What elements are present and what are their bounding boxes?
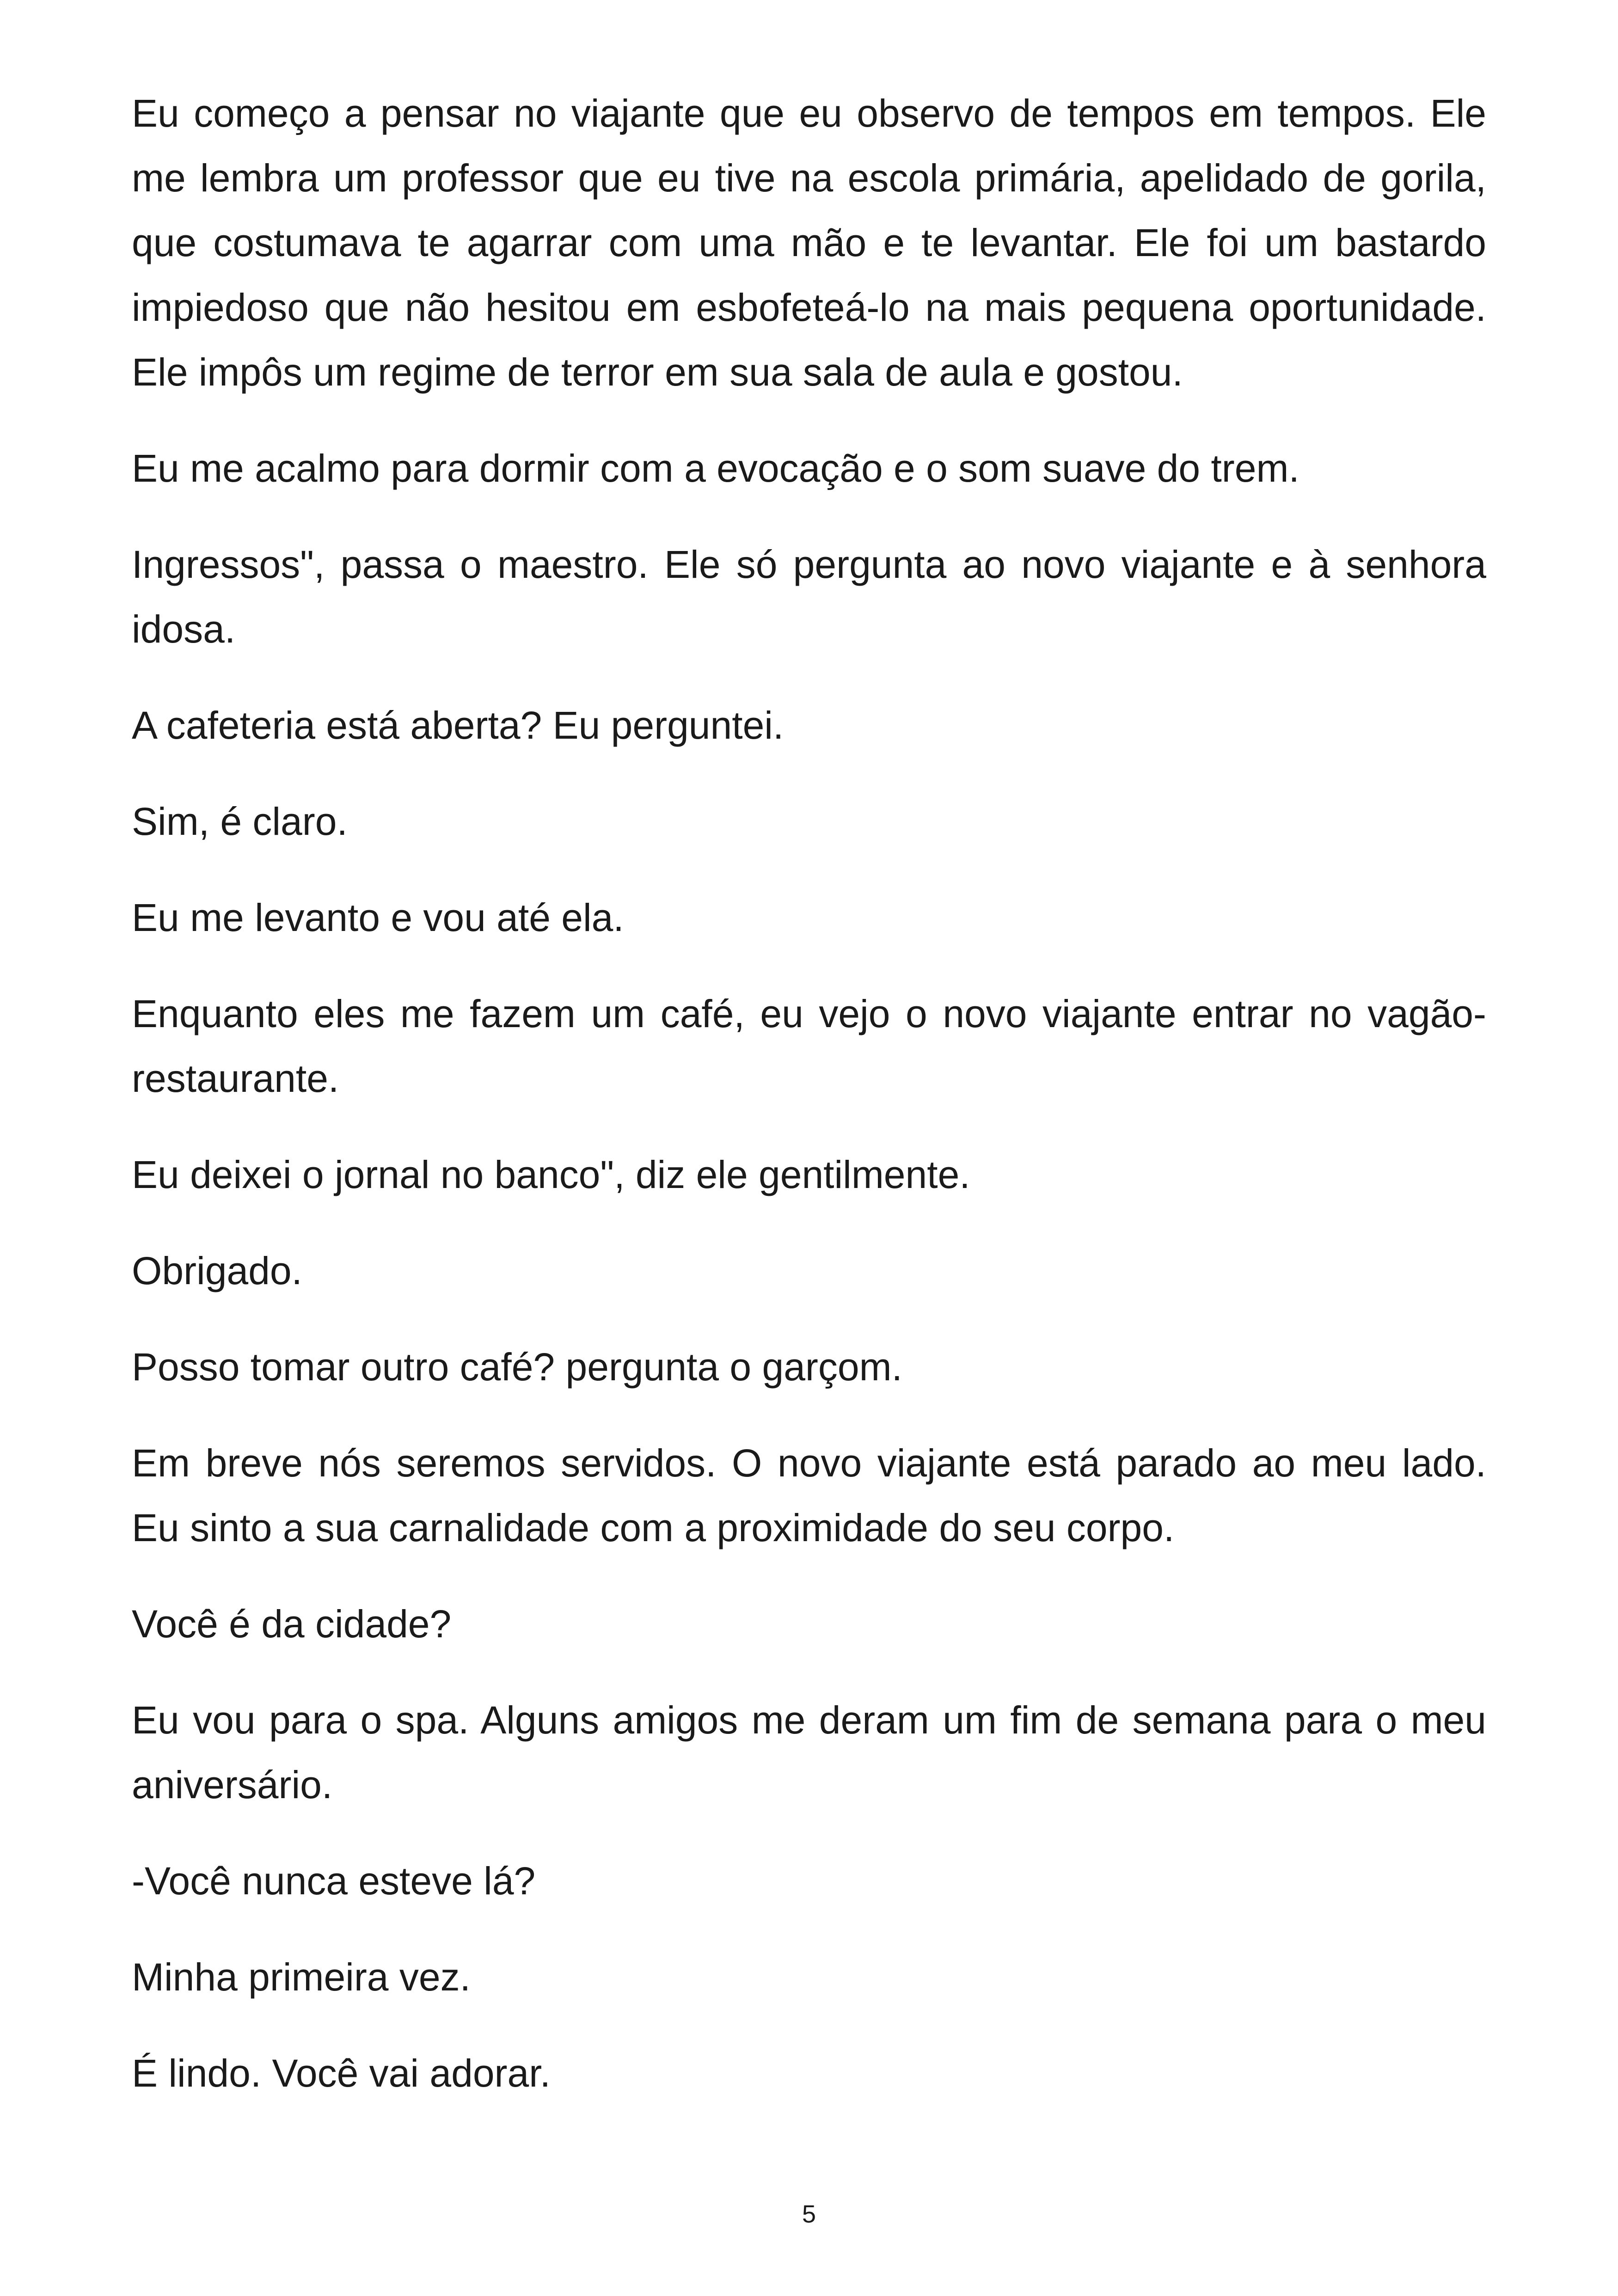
paragraph-11: Em breve nós seremos servidos. O novo viajante está parado ao meu lado. Eu sinto a sua carnalidade com a proximidade do seu corpo. bbox=[132, 1441, 1486, 1549]
paragraph-8: Eu deixei o jornal no banco", diz ele gentilmente. bbox=[132, 1153, 970, 1196]
paragraph-16: É lindo. Você vai adorar. bbox=[132, 2051, 551, 2095]
page-number: 5 bbox=[802, 2200, 816, 2228]
paragraph-5: Sim, é claro. bbox=[132, 800, 348, 843]
paragraph-14: -Você nunca esteve lá? bbox=[132, 1859, 536, 1903]
paragraph-3: Ingressos", passa o maestro. Ele só pergunta ao novo viajante e à senhora idosa. bbox=[132, 543, 1486, 651]
paragraph-2: Eu me acalmo para dormir com a evocação e o som suave do trem. bbox=[132, 447, 1299, 490]
paragraph-4: A cafeteria está aberta? Eu perguntei. bbox=[132, 704, 784, 747]
paragraph-9: Obrigado. bbox=[132, 1249, 302, 1292]
paragraph-15: Minha primeira vez. bbox=[132, 1955, 471, 1999]
document-body bbox=[132, 81, 1486, 2137]
paragraph-6: Eu me levanto e vou até ela. bbox=[132, 896, 624, 939]
paragraph-10: Posso tomar outro café? pergunta o garçom. bbox=[132, 1345, 902, 1389]
paragraph-1: Eu começo a pensar no viajante que eu observo de tempos em tempos. Ele me lembra um professor que eu tive na escola primária, apelidado de gorila, que costumava te agarrar com uma mão e te levantar. Ele foi um bastardo impiedoso que não hesitou em esbofeteá-lo na mais pequena oportunidade. Ele impôs um regime de terror em sua sala de aula e gostou. bbox=[132, 92, 1486, 394]
paragraph-7: Enquanto eles me fazem um café, eu vejo o novo viajante entrar no vagão-restaurante. bbox=[132, 992, 1486, 1100]
paragraph-12: Você é da cidade? bbox=[132, 1602, 452, 1646]
paragraph-13: Eu vou para o spa. Alguns amigos me deram um fim de semana para o meu aniversário. bbox=[132, 1698, 1486, 1806]
